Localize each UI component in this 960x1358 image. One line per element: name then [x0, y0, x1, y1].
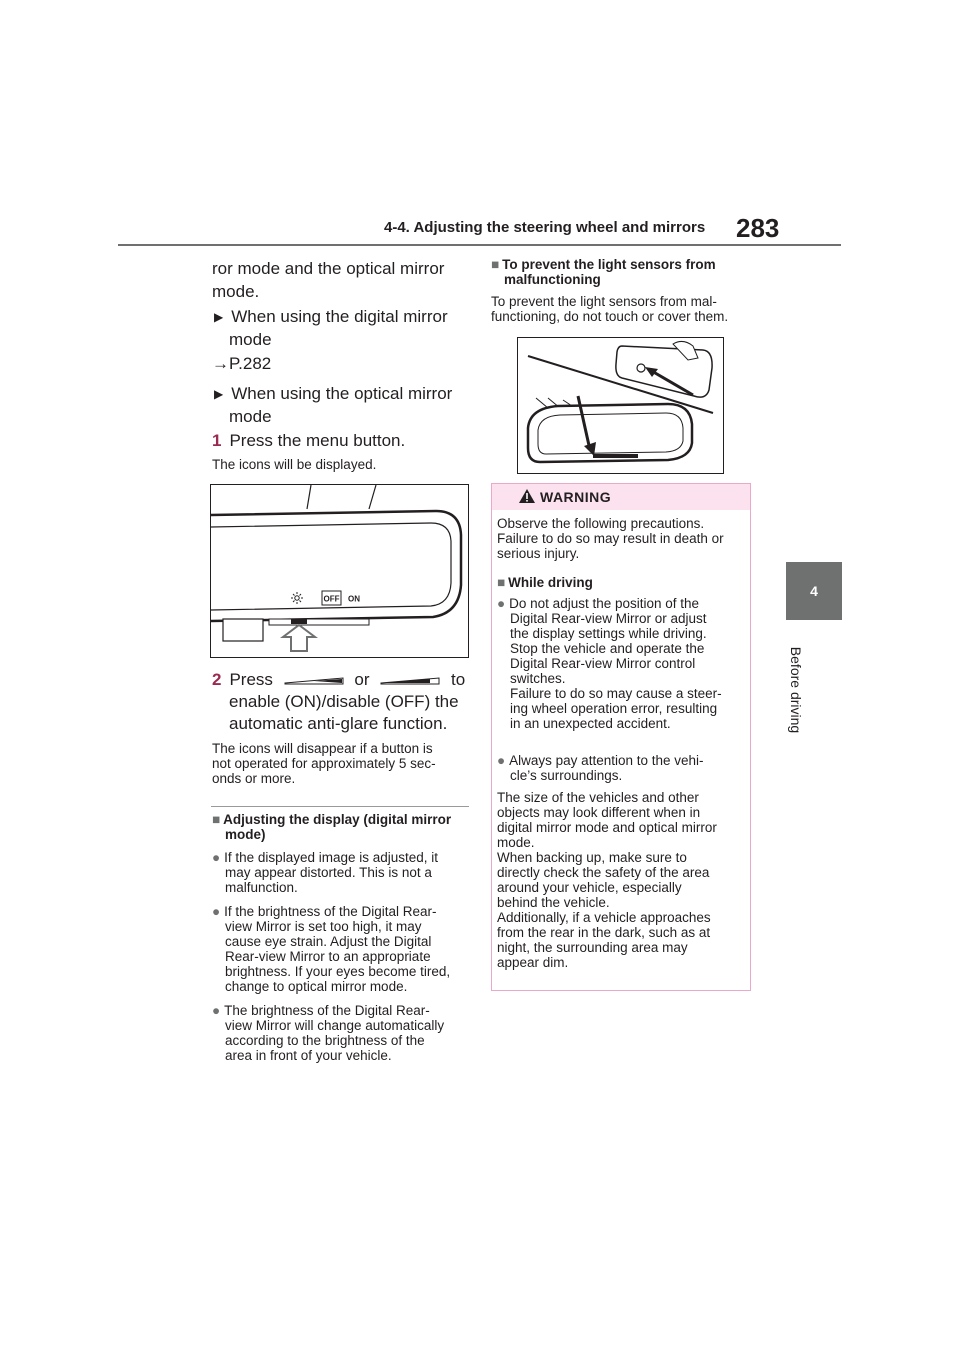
step-1-text: Press the menu button. — [229, 431, 406, 450]
step-2-note-2: not operated for approximately 5 sec- — [212, 756, 436, 771]
sensor-icon — [637, 364, 645, 372]
adjust-display-heading-text: Adjusting the display (digital mirror — [223, 812, 452, 827]
step-2-to: to — [451, 670, 466, 689]
digital-mode-reference[interactable] — [212, 352, 271, 375]
left-button-icon — [284, 675, 344, 687]
while-driving-heading-text: While driving — [508, 575, 593, 590]
digital-mode-heading — [214, 305, 448, 330]
square-bullet-icon: ■ — [497, 575, 506, 590]
size-line-11: night, the surrounding area may — [497, 940, 688, 955]
square-bullet-icon: ■ — [212, 812, 221, 827]
while-driving-heading — [497, 575, 593, 590]
adjust-display-heading-2: mode) — [225, 827, 266, 842]
sun-icon — [291, 592, 303, 604]
step-1 — [212, 429, 405, 452]
circle-bullet-icon: ● — [497, 596, 506, 611]
step-2-line-1 — [212, 668, 465, 691]
arrow-icon: → — [212, 354, 229, 373]
page-reference-link[interactable]: P.282 — [229, 354, 272, 373]
optical-mode-line-2: mode — [229, 407, 272, 426]
step-2-note-1: The icons will disappear if a button is — [212, 741, 433, 756]
bullet-2-line-6: change to optical mirror mode. — [225, 979, 408, 994]
size-line-4: mode. — [497, 835, 535, 850]
page-number: 283 — [736, 213, 780, 243]
prevent-heading-text: To prevent the light sensors from — [502, 257, 716, 272]
off-icon-label: OFF — [323, 594, 340, 604]
bullet-2-line-5: brightness. If your eyes become tired, — [225, 964, 451, 979]
size-line-8: behind the vehicle. — [497, 895, 610, 910]
triangle-icon: ▶ — [214, 310, 224, 324]
optical-mode-heading — [214, 382, 452, 407]
step-number: 1 — [212, 431, 222, 450]
up-arrow-icon — [283, 625, 315, 651]
bullet-2-line-3: cause eye strain. Adjust the Digital — [225, 934, 432, 949]
light-sensor-figure — [517, 337, 724, 474]
size-line-2: objects may look different when in — [497, 805, 701, 820]
chapter-label: Before driving — [788, 646, 804, 734]
size-line-12: appear dim. — [497, 955, 569, 970]
circle-bullet-icon: ● — [212, 1003, 221, 1018]
warning-bullet-2-line-1 — [497, 753, 704, 768]
digital-mode-line-1: When using the digital mirror — [231, 307, 448, 326]
chapter-number: 4 — [810, 583, 818, 599]
bullet-3-line-3: according to the brightness of the — [225, 1033, 425, 1048]
warning-line-1: Observe the following precautions. — [497, 516, 705, 531]
step-2-line-3: automatic anti-glare function. — [229, 714, 448, 733]
header-rule — [118, 244, 841, 246]
step-2-line-2: enable (ON)/disable (OFF) the — [229, 692, 459, 711]
chapter-label-container — [772, 620, 822, 760]
bullet-3-line-2: view Mirror will change automatically — [225, 1018, 445, 1033]
warning-bullet-1-text: Do not adjust the position of the — [509, 596, 700, 611]
bullet-3-text: The brightness of the Digital Rear- — [224, 1003, 430, 1018]
warning-bullet-1-line-8: ing wheel operation error, resulting — [510, 701, 718, 716]
bullet-2-line-1 — [212, 904, 437, 919]
size-line-9: Additionally, if a vehicle approaches — [497, 910, 711, 925]
warning-bullet-1-line-2: Digital Rear-view Mirror or adjust — [510, 611, 707, 626]
optical-mode-line-1: When using the optical mirror — [231, 384, 453, 403]
bullet-1-line-2: may appear distorted. This is not a — [225, 865, 432, 880]
mirror-menu-figure — [210, 484, 469, 658]
bullet-1-line-3: malfunction. — [225, 880, 298, 895]
step-2-press: Press — [229, 670, 273, 689]
adjust-display-heading-1 — [212, 812, 451, 827]
chapter-tab — [786, 562, 842, 620]
bullet-1-text: If the displayed image is adjusted, it — [224, 850, 439, 865]
size-line-6: directly check the safety of the area — [497, 865, 710, 880]
warning-bullet-1-line-4: Stop the vehicle and operate the — [510, 641, 705, 656]
circle-bullet-icon: ● — [212, 904, 221, 919]
triangle-icon: ▶ — [214, 387, 224, 401]
warning-title: WARNING — [540, 489, 612, 505]
warning-bullet-2-text: Always pay attention to the vehi- — [509, 753, 704, 768]
warning-bullet-2-line-2: cle’s surroundings. — [510, 768, 623, 783]
warning-bullet-1-line-6: switches. — [510, 671, 566, 686]
step-2-note-3: onds or more. — [212, 771, 296, 786]
bullet-3-line-1 — [212, 1003, 430, 1018]
warning-bullet-1-line-9: in an unexpected accident. — [510, 716, 671, 731]
warning-bullet-1-line-3: the display settings while driving. — [510, 626, 707, 641]
size-line-7: around your vehicle, especially — [497, 880, 682, 895]
right-button-icon — [380, 675, 440, 687]
size-line-3: digital mirror mode and optical mirror — [497, 820, 717, 835]
bullet-3-line-4: area in front of your vehicle. — [225, 1048, 392, 1063]
prevent-heading-2: malfunctioning — [504, 272, 601, 287]
prevent-heading-1 — [491, 257, 716, 272]
on-icon-label: ON — [348, 594, 360, 604]
prevent-text-line-2: functioning, do not touch or cover them. — [491, 309, 729, 324]
bullet-2-line-4: Rear-view Mirror to an appropriate — [225, 949, 431, 964]
mirror-menu-illustration — [211, 485, 468, 657]
light-sensor-illustration — [518, 338, 723, 473]
warning-line-2: Failure to do so may result in death or — [497, 531, 724, 546]
circle-bullet-icon: ● — [212, 850, 221, 865]
warning-icon — [518, 488, 536, 504]
warning-line-3: serious injury. — [497, 546, 580, 561]
circle-bullet-icon: ● — [497, 753, 506, 768]
step-2-or: or — [354, 670, 370, 689]
bullet-2-text: If the brightness of the Digital Rear- — [224, 904, 437, 919]
digital-mode-line-2: mode — [229, 330, 272, 349]
prevent-text-line-1: To prevent the light sensors from mal- — [491, 294, 717, 309]
section-title: 4-4. Adjusting the steering wheel and mirrors — [384, 219, 706, 236]
size-line-10: from the rear in the dark, such as at — [497, 925, 711, 940]
size-line-5: When backing up, make sure to — [497, 850, 687, 865]
section-divider — [211, 806, 469, 807]
step-1-note: The icons will be displayed. — [212, 457, 377, 472]
step-number: 2 — [212, 670, 222, 689]
intro-line-2: mode. — [212, 282, 260, 301]
warning-bullet-1-line-5: Digital Rear-view Mirror control — [510, 656, 696, 671]
warning-bullet-1-line-7: Failure to do so may cause a steer- — [510, 686, 722, 701]
size-line-1: The size of the vehicles and other — [497, 790, 699, 805]
warning-bullet-1-line-1 — [497, 596, 699, 611]
intro-line-1: ror mode and the optical mirror — [212, 259, 445, 278]
bullet-1-line-1 — [212, 850, 438, 865]
bullet-2-line-2: view Mirror is set too high, it may — [225, 919, 422, 934]
square-bullet-icon: ■ — [491, 257, 500, 272]
